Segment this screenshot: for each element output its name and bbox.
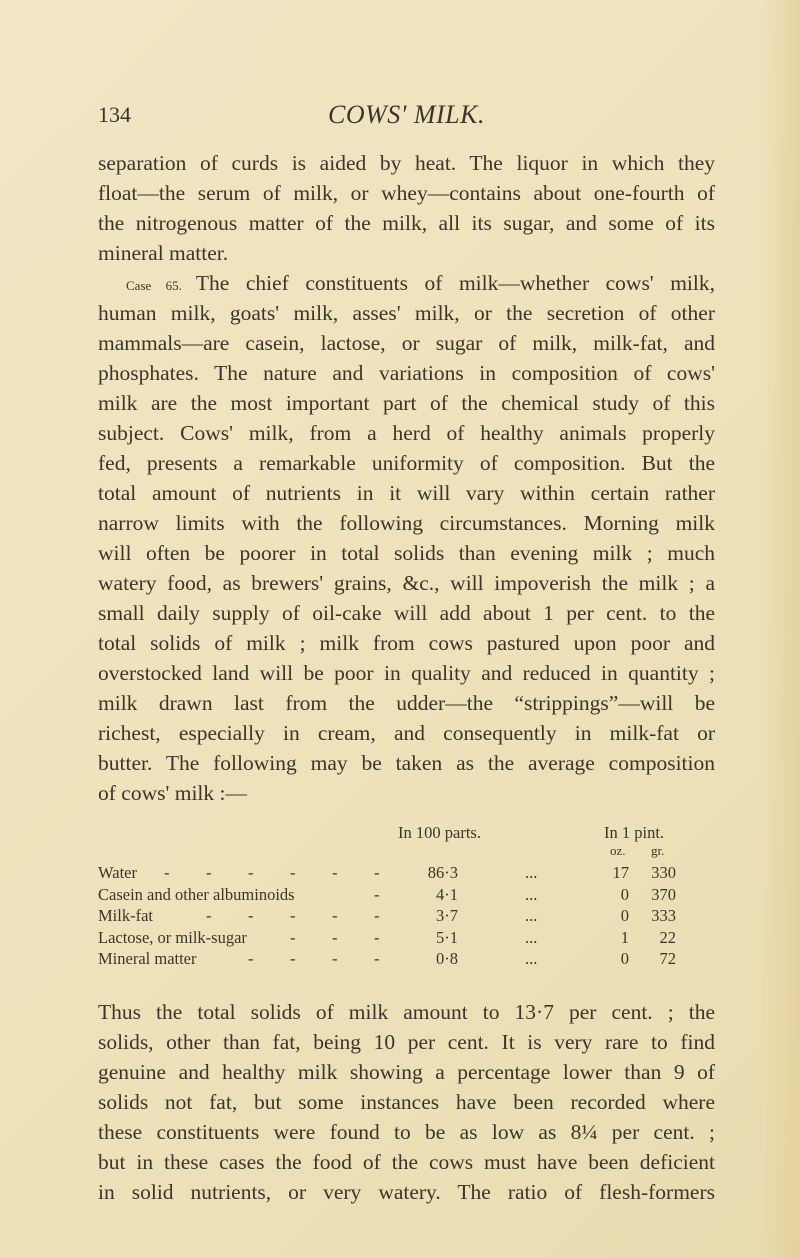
page-header: [98, 100, 715, 134]
text-line: subject. Cows' milk, from a herd of healthy animals properly: [98, 421, 715, 445]
text-line: watery food, as brewers' grains, &c., will impoverish the milk ; a: [98, 571, 715, 595]
row-ellipsis: ...: [525, 884, 538, 904]
header-in-1-pint: In 1 pint.: [604, 823, 665, 842]
leader-dot: -: [290, 949, 296, 968]
text-line: the nitrogenous matter of the milk, all its sugar, and some of its: [98, 211, 715, 235]
leader-dot: -: [332, 927, 338, 947]
text-line: fed, presents a remarkable uniformity of composition. But the: [98, 451, 715, 475]
row-ellipsis: ...: [525, 949, 538, 968]
leader-dot: -: [374, 927, 380, 947]
table-row: [98, 905, 715, 927]
page-edge-shadow: [760, 0, 800, 1258]
leader-dot: -: [332, 863, 338, 882]
page-number: 134: [98, 102, 131, 127]
case-line: [98, 268, 715, 298]
row-gr: 333: [651, 906, 676, 925]
row-gr: 330: [651, 863, 676, 882]
row-ellipsis: ...: [525, 863, 538, 882]
body-text-top: [98, 148, 715, 808]
row-oz: 0: [620, 884, 629, 904]
text-line: solids, other than fat, being 10 per cent. It is very rare to find: [98, 1030, 715, 1054]
body-text-bottom: [98, 997, 715, 1207]
leader-dot: -: [248, 863, 254, 882]
header-gr: gr.: [651, 843, 665, 858]
text-line: richest, especially in cream, and consequently in milk-fat or: [98, 721, 715, 745]
text-line: overstocked land will be poor in quality and reduced in quantity ;: [98, 661, 715, 685]
row-oz: 0: [620, 949, 629, 968]
row-label: Milk-fat: [98, 906, 153, 925]
leader-dot: -: [374, 884, 380, 904]
text-line: mammals—are casein, lactose, or sugar of milk, milk-fat, and: [98, 331, 715, 355]
row-label: Mineral matter: [98, 949, 197, 968]
running-title: COWS' MILK.: [328, 100, 485, 129]
leader-dot: -: [374, 906, 380, 925]
leader-dot: -: [206, 863, 212, 882]
table-row: [98, 862, 715, 884]
leader-dot: -: [206, 906, 212, 925]
header-oz: oz.: [610, 843, 626, 858]
text-line: of cows' milk :—: [98, 781, 247, 805]
table-row: [98, 948, 715, 970]
row-ellipsis: ...: [525, 927, 538, 947]
text-line: genuine and healthy milk showing a percentage lower than 9 of: [98, 1060, 715, 1084]
leader-dot: -: [374, 863, 380, 882]
leader-dot: -: [332, 906, 338, 925]
row-percent: 3·7: [436, 906, 458, 925]
text-line: these constituents were found to be as low as 8¼ per cent. ;: [98, 1120, 715, 1144]
table-row: [98, 884, 715, 906]
text-line: separation of curds is aided by heat. The liquor in which they: [98, 151, 715, 175]
row-oz: 0: [620, 906, 629, 925]
row-gr: 72: [659, 949, 676, 968]
text-line: small daily supply of oil-cake will add about 1 per cent. to the: [98, 601, 715, 625]
text-line: total solids of milk ; milk from cows pastured upon poor and: [98, 631, 715, 655]
case-note: Case 65.: [126, 278, 182, 293]
row-gr: 22: [659, 927, 676, 947]
leader-dot: -: [290, 863, 296, 882]
leader-dot: -: [290, 927, 296, 947]
text-line: total amount of nutrients in it will vary within certain rather: [98, 481, 715, 505]
text-line: solids not fat, but some instances have been recorded where: [98, 1090, 715, 1114]
text-line: will often be poorer in total solids than evening milk ; much: [98, 541, 715, 565]
row-ellipsis: ...: [525, 906, 538, 925]
row-percent: 4·1: [436, 884, 458, 904]
text-line: phosphates. The nature and variations in composition of cows': [98, 361, 715, 385]
row-percent: 86·3: [427, 863, 458, 882]
leader-dot: -: [374, 949, 380, 968]
text-line: butter. The following may be taken as the average composition: [98, 751, 715, 775]
text-line: mineral matter.: [98, 241, 229, 265]
leader-dot: -: [248, 906, 254, 925]
row-label: Water: [98, 863, 137, 882]
composition-table: [98, 822, 715, 970]
text-line: human milk, goats' milk, asses' milk, or the secretion of other: [98, 301, 715, 325]
row-label: Lactose, or milk-sugar: [98, 927, 247, 947]
text-line: in solid nutrients, or very watery. The ratio of flesh-formers: [98, 1180, 715, 1204]
header-in-100-parts: In 100 parts.: [398, 823, 481, 842]
row-oz: 1: [620, 927, 629, 947]
row-percent: 0·8: [436, 949, 458, 968]
text-line: float—the serum of milk, or whey—contains about one-fourth of: [98, 181, 715, 205]
row-label: Casein and other albuminoids: [98, 884, 295, 904]
text-line: The chief constituents of milk—whether cows' milk,: [195, 271, 715, 295]
leader-dot: -: [164, 863, 170, 882]
table-row: [98, 927, 715, 949]
row-oz: 17: [612, 863, 629, 882]
text-line: Thus the total solids of milk amount to 13·7 per cent. ; the: [98, 1000, 715, 1024]
leader-dot: -: [290, 906, 296, 925]
text-line: but in these cases the food of the cows must have been deficient: [98, 1150, 715, 1174]
text-line: narrow limits with the following circumstances. Morning milk: [98, 511, 715, 535]
row-gr: 370: [651, 884, 676, 904]
leader-dot: -: [248, 949, 254, 968]
text-line: milk are the most important part of the chemical study of this: [98, 391, 715, 415]
leader-dot: -: [332, 949, 338, 968]
table-header: [98, 822, 715, 862]
text-line: milk drawn last from the udder—the “strippings”—will be: [98, 691, 715, 715]
row-percent: 5·1: [436, 927, 458, 947]
